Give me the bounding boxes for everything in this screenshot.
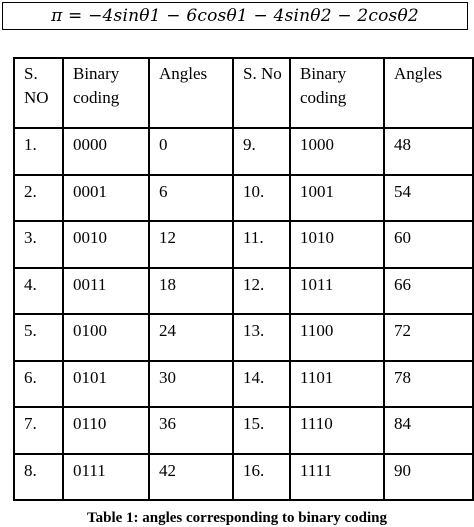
- cell-sno: 3.: [14, 221, 63, 268]
- cell-binary: 0001: [63, 175, 149, 222]
- cell-sno: 10.: [233, 175, 290, 222]
- cell-angle: 12: [149, 221, 233, 268]
- cell-sno: 13.: [233, 314, 290, 361]
- cell-binary: 0000: [63, 128, 149, 175]
- header-sno-left: S. NO: [14, 58, 63, 128]
- cell-angle: 72: [384, 314, 473, 361]
- table-row: [14, 128, 473, 175]
- cell-binary: 0110: [63, 407, 149, 454]
- cell-angle: 90: [384, 454, 473, 501]
- cell-binary: 0010: [63, 221, 149, 268]
- table-caption: Table 1: angles corresponding to binary coding: [86, 510, 388, 526]
- cell-sno: 12.: [233, 268, 290, 315]
- cell-sno: 15.: [233, 407, 290, 454]
- table-row: [14, 175, 473, 222]
- cell-sno: 6.: [14, 361, 63, 408]
- cell-binary: 1100: [290, 314, 384, 361]
- cell-sno: 16.: [233, 454, 290, 501]
- cell-angle: 30: [149, 361, 233, 408]
- cell-sno: 8.: [14, 454, 63, 501]
- table-row: [14, 407, 473, 454]
- cell-angle: 48: [384, 128, 473, 175]
- cell-sno: 4.: [14, 268, 63, 315]
- cell-binary: 1000: [290, 128, 384, 175]
- cell-sno: 5.: [14, 314, 63, 361]
- cell-angle: 6: [149, 175, 233, 222]
- header-binary-right: Binary coding: [290, 58, 384, 128]
- cell-binary: 0100: [63, 314, 149, 361]
- table-row: [14, 454, 473, 501]
- cell-angle: 66: [384, 268, 473, 315]
- angles-table: [13, 57, 474, 501]
- cell-angle: 0: [149, 128, 233, 175]
- cell-sno: 2.: [14, 175, 63, 222]
- formula-box: [2, 2, 468, 30]
- cell-angle: 84: [384, 407, 473, 454]
- formula-text: π = −4sinθ1 − 6cosθ1 − 4sinθ2 − 2cosθ2: [51, 6, 419, 26]
- header-sno-right: S. No: [233, 58, 290, 128]
- table-row: [14, 361, 473, 408]
- cell-angle: 36: [149, 407, 233, 454]
- header-angles-left: Angles: [149, 58, 233, 128]
- cell-binary: 1001: [290, 175, 384, 222]
- cell-angle: 24: [149, 314, 233, 361]
- cell-binary: 0101: [63, 361, 149, 408]
- header-binary-left: Binary coding: [63, 58, 149, 128]
- cell-angle: 78: [384, 361, 473, 408]
- cell-binary: 1010: [290, 221, 384, 268]
- cell-angle: 54: [384, 175, 473, 222]
- cell-binary: 1111: [290, 454, 384, 501]
- cell-sno: 14.: [233, 361, 290, 408]
- cell-sno: 1.: [14, 128, 63, 175]
- cell-sno: 9.: [233, 128, 290, 175]
- cell-sno: 11.: [233, 221, 290, 268]
- cell-binary: 0111: [63, 454, 149, 501]
- table-row: [14, 268, 473, 315]
- header-angles-right: Angles: [384, 58, 473, 128]
- table-row: [14, 221, 473, 268]
- cell-angle: 18: [149, 268, 233, 315]
- cell-binary: 0011: [63, 268, 149, 315]
- table-row: [14, 314, 473, 361]
- cell-angle: 42: [149, 454, 233, 501]
- table-header-row: [14, 58, 473, 128]
- cell-sno: 7.: [14, 407, 63, 454]
- cell-angle: 60: [384, 221, 473, 268]
- cell-binary: 1011: [290, 268, 384, 315]
- cell-binary: 1101: [290, 361, 384, 408]
- cell-binary: 1110: [290, 407, 384, 454]
